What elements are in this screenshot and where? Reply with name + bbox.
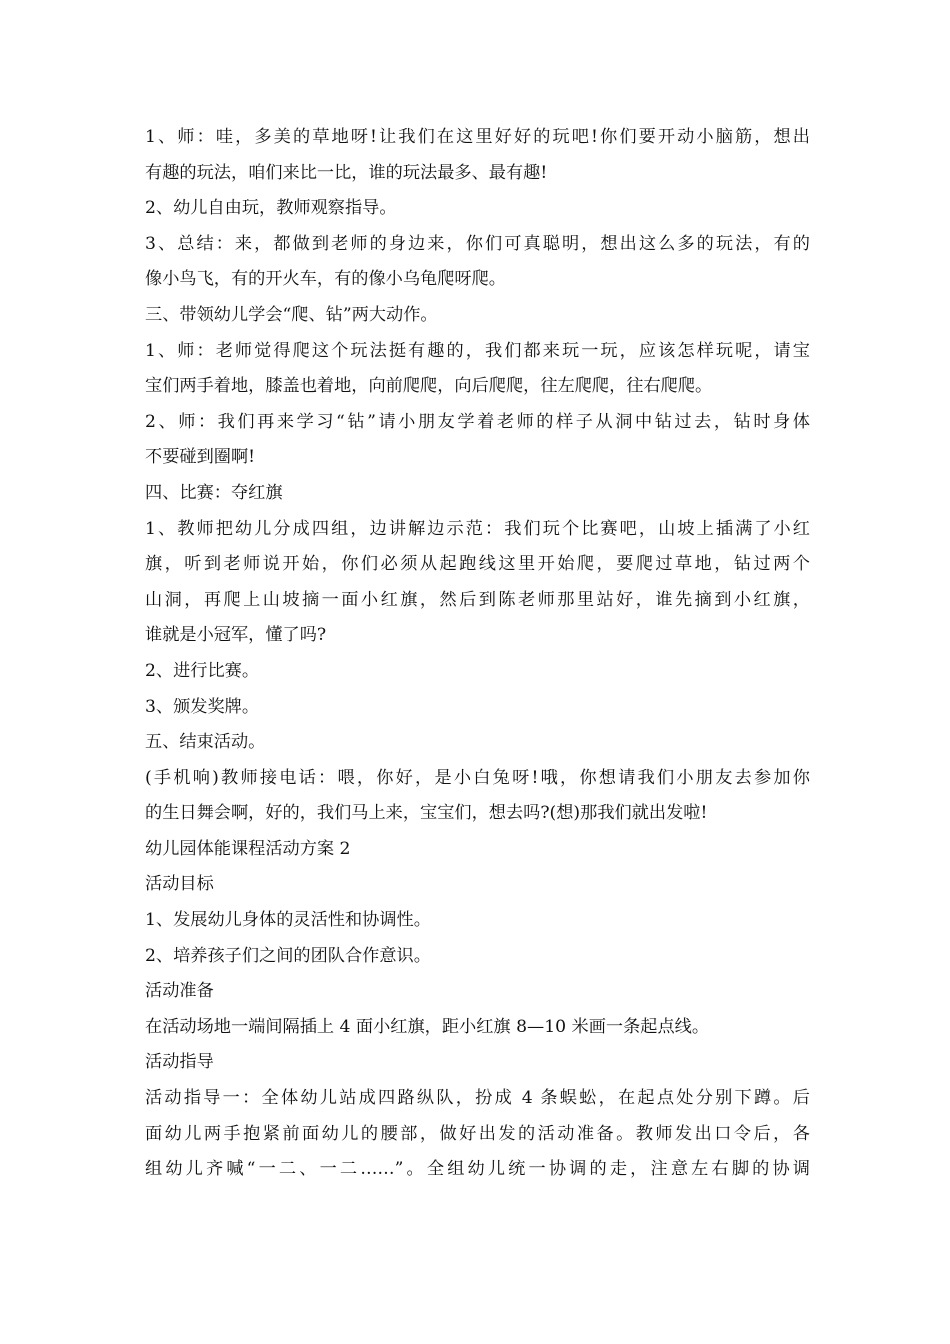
text-line: 不要碰到圈啊! bbox=[145, 447, 256, 468]
text-line: 有趣的玩法，咱们来比一比，谁的玩法最多、最有趣! bbox=[145, 162, 548, 183]
text-line: 1、教师把幼儿分成四组，边讲解边示范：我们玩个比赛吧，山坡上插满了小红 bbox=[145, 518, 810, 539]
text-line: 宝们两手着地，膝盖也着地，向前爬爬，向后爬爬，往左爬爬，往右爬爬。 bbox=[145, 376, 713, 397]
text-line: 旗，听到老师说开始，你们必须从起跑线这里开始爬，要爬过草地，钻过两个 bbox=[145, 554, 810, 575]
text-line: 3、颁发奖牌。 bbox=[145, 696, 260, 717]
text-line: 三、带领幼儿学会“爬、钻”两大动作。 bbox=[145, 304, 438, 325]
text-line: 的生日舞会啊，好的，我们马上来，宝宝们，想去吗?(想)那我们就出发啦! bbox=[145, 803, 708, 824]
text-line: 活动指导 bbox=[145, 1052, 214, 1073]
document-body bbox=[145, 120, 810, 1188]
text-line: 1、师：老师觉得爬这个玩法挺有趣的，我们都来玩一玩，应该怎样玩呢，请宝 bbox=[145, 340, 810, 361]
text-line: 2、师：我们再来学习“钻”请小朋友学着老师的样子从洞中钻过去，钻时身体 bbox=[145, 411, 810, 432]
text-line: 山洞，再爬上山坡摘一面小红旗，然后到陈老师那里站好，谁先摘到小红旗， bbox=[145, 589, 810, 610]
text-line: 3、总结：来，都做到老师的身边来，你们可真聪明，想出这么多的玩法，有的 bbox=[145, 233, 810, 254]
text-line: 谁就是小冠军，懂了吗? bbox=[145, 625, 327, 646]
text-line: 活动指导一：全体幼儿站成四路纵队，扮成 4 条蜈蚣，在起点处分别下蹲。后 bbox=[145, 1088, 810, 1109]
text-line: 像小鸟飞，有的开火车，有的像小乌龟爬呀爬。 bbox=[145, 269, 506, 290]
text-line: 活动准备 bbox=[145, 981, 214, 1002]
text-line: 面幼儿两手抱紧前面幼儿的腰部，做好出发的活动准备。教师发出口令后，各 bbox=[145, 1123, 810, 1144]
text-line: 活动目标 bbox=[145, 874, 214, 895]
text-line: 四、比赛：夺红旗 bbox=[145, 482, 283, 503]
text-line: 2、幼儿自由玩，教师观察指导。 bbox=[145, 198, 397, 219]
text-line: 组幼儿齐喊“一二、一二……”。全组幼儿统一协调的走，注意左右脚的协调 bbox=[145, 1159, 810, 1180]
text-line: (手机响)教师接电话：喂，你好，是小白兔呀!哦，你想请我们小朋友去参加你 bbox=[145, 767, 810, 788]
text-line: 1、发展幼儿身体的灵活性和协调性。 bbox=[145, 910, 431, 931]
text-line: 五、结束活动。 bbox=[145, 732, 266, 753]
text-line: 在活动场地一端间隔插上 4 面小红旗，距小红旗 8—10 米画一条起点线。 bbox=[145, 1016, 710, 1037]
text-line: 1、师：哇，多美的草地呀!让我们在这里好好的玩吧!你们要开动小脑筋，想出 bbox=[145, 127, 810, 147]
text-line: 2、培养孩子们之间的团队合作意识。 bbox=[145, 945, 431, 966]
text-line: 2、进行比赛。 bbox=[145, 660, 260, 681]
text-line: 幼儿园体能课程活动方案 2 bbox=[145, 838, 351, 859]
